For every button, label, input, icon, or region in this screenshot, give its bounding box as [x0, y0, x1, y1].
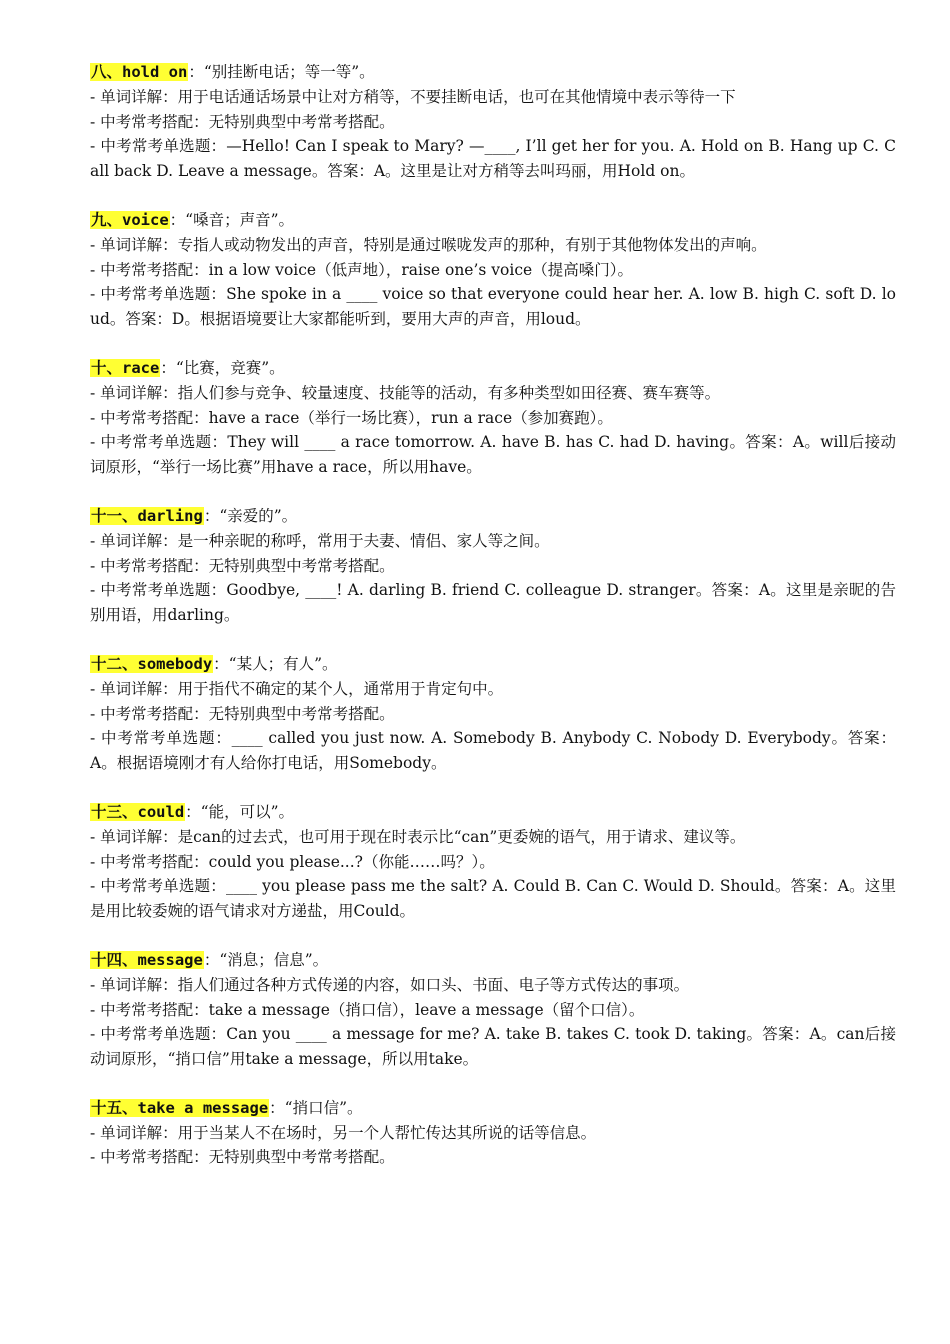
entry-title: 十五、take a message	[91, 1098, 269, 1117]
entry-gloss: ：“消息；信息”。	[203, 950, 329, 969]
exam-question: - 中考常考单选题：—Hello! Can I speak to Mary? —____, I’ll get her for you. A. Hold on B. Hang up C. Call back D. Leave a message。答案：A。这里是让对方稍等去叫玛丽，用Hold on。	[90, 137, 896, 181]
word-explanation: - 单词详解：指人们通过各种方式传递的内容，如口头、书面、电子等方式传达的事项。	[90, 975, 690, 994]
collocation: - 中考常考搭配：in a low voice（低声地），raise one’s voice（提高嗓门）。	[90, 260, 633, 279]
entry-darling	[90, 504, 896, 628]
collocation: - 中考常考搭配：无特别典型中考常考搭配。	[90, 704, 395, 723]
exam-question: - 中考常考单选题：Goodbye, ____! A. darling B. friend C. colleague D. stranger。答案：A。这里是亲昵的告别用语，用darling。	[90, 581, 896, 625]
entry-gloss: ：“捎口信”。	[269, 1098, 363, 1117]
collocation: - 中考常考搭配：have a race（举行一场比赛），run a race（参加赛跑）。	[90, 408, 613, 427]
exam-question: - 中考常考单选题：They will ____ a race tomorrow. A. have B. has C. had D. having。答案：A。will后接动词原形，“举行一场比赛”用have a race，所以用have。	[90, 433, 896, 477]
collocation: - 中考常考搭配：无特别典型中考常考搭配。	[90, 556, 395, 575]
entry-heading	[90, 1096, 896, 1121]
collocation: - 中考常考搭配：无特别典型中考常考搭配。	[90, 112, 395, 131]
exam-question: - 中考常考单选题：Can you ____ a message for me? A. take B. takes C. took D. taking。答案：A。can后接动词原形，“捎口信”用take a message，所以用take。	[90, 1025, 896, 1069]
exam-question: - 中考常考单选题：She spoke in a ____ voice so that everyone could hear her. A. low B. high C. soft D. loud。答案：D。根据语境要让大家都能听到，要用大声的声音，用loud。	[90, 285, 896, 329]
word-explanation: - 单词详解：用于当某人不在场时，另一个人帮忙传达其所说的话等信息。	[90, 1123, 597, 1142]
entry-gloss: ：“比赛，竞赛”。	[160, 358, 285, 377]
entry-heading	[90, 652, 896, 677]
collocation: - 中考常考搭配：take a message（捎口信），leave a message（留个口信）。	[90, 1000, 645, 1019]
entry-heading	[90, 356, 896, 381]
collocation: - 中考常考搭配：could you please...?（你能……吗？）。	[90, 852, 495, 871]
entry-heading	[90, 60, 896, 85]
document-page	[90, 60, 896, 1194]
entry-title: 九、voice	[91, 210, 169, 229]
entry-message	[90, 948, 896, 1072]
entry-gloss: ：“嗓音；声音”。	[169, 210, 295, 229]
entry-hold-on	[90, 60, 896, 184]
entry-title: 八、hold on	[91, 63, 188, 81]
entry-heading	[90, 504, 896, 529]
entry-could	[90, 800, 896, 924]
entry-heading	[90, 800, 896, 825]
word-explanation: - 单词详解：专指人或动物发出的声音，特别是通过喉咙发声的那种，有别于其他物体发出的声响。	[90, 235, 767, 254]
entry-title: 十三、could	[91, 802, 185, 821]
entry-race	[90, 356, 896, 480]
exam-question: - 中考常考单选题：____ you please pass me the salt? A. Could B. Can C. Would D. Should。答案：A。这里是用比较委婉的语气请求对方递盐，用Could。	[90, 877, 896, 921]
entry-take-a-message	[90, 1096, 896, 1170]
word-explanation: - 单词详解：是一种亲昵的称呼，常用于夫妻、情侣、家人等之间。	[90, 531, 550, 550]
entry-gloss: ：“亲爱的”。	[203, 506, 298, 525]
entry-title: 十一、darling	[91, 506, 203, 525]
word-explanation: - 单词详解：用于电话通话场景中让对方稍等，不要挂断电话，也可在其他情境中表示等待一下	[90, 87, 736, 106]
entry-gloss: ：“某人；有人”。	[213, 654, 338, 673]
collocation: - 中考常考搭配：无特别典型中考常考搭配。	[90, 1148, 395, 1167]
entry-title: 十、race	[91, 358, 160, 377]
entry-gloss: ：“别挂断电话；等一等”。	[188, 63, 375, 81]
entry-title: 十二、somebody	[91, 654, 213, 673]
word-explanation: - 单词详解：指人们参与竞争、较量速度、技能等的活动，有多种类型如田径赛、赛车赛等。	[90, 383, 721, 402]
entry-heading	[90, 948, 896, 973]
entry-title: 十四、message	[91, 950, 203, 969]
entry-somebody	[90, 652, 896, 776]
exam-question: - 中考常考单选题：____ called you just now. A. Somebody B. Anybody C. Nobody D. Everybody。答案：A。根据语境刚才有人给你打电话，用Somebody。	[90, 729, 896, 773]
entry-voice	[90, 208, 896, 332]
entry-gloss: ：“能，可以”。	[185, 802, 295, 821]
word-explanation: - 单词详解：是can的过去式，也可用于现在时表示比“can”更委婉的语气，用于请求、建议等。	[90, 827, 746, 846]
word-explanation: - 单词详解：用于指代不确定的某个人，通常用于肯定句中。	[90, 679, 504, 698]
entry-heading	[90, 208, 896, 233]
